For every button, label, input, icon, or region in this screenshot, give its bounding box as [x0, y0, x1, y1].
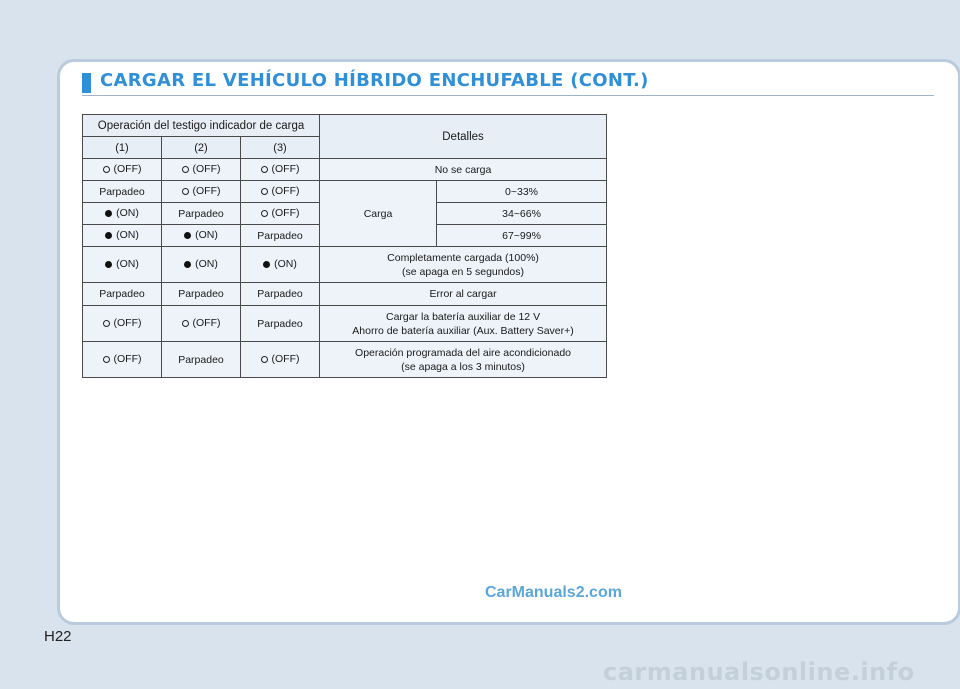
circle-outline-icon — [261, 166, 268, 173]
filled-circle-icon — [105, 261, 112, 268]
circle-outline-icon — [103, 320, 110, 327]
table-row — [83, 181, 607, 203]
table-row — [83, 283, 607, 306]
cell-indicator-2: (OFF) — [162, 159, 241, 181]
table-row — [83, 159, 607, 181]
cell-indicator-3: Parpadeo — [241, 306, 320, 342]
cell-indicator-1: (OFF) — [83, 159, 162, 181]
cell-indicator-3: (ON) — [241, 247, 320, 283]
cell-indicator-1: (OFF) — [83, 342, 162, 378]
table-row — [83, 247, 607, 283]
cell-charge-level: 67~99% — [437, 225, 607, 247]
circle-outline-icon — [261, 188, 268, 195]
cell-indicator-3: (OFF) — [241, 203, 320, 225]
cell-indicator-3: (OFF) — [241, 181, 320, 203]
table-row — [83, 342, 607, 378]
cell-indicator-2: (ON) — [162, 247, 241, 283]
cell-indicator-1: (OFF) — [83, 306, 162, 342]
heading-divider — [82, 95, 934, 96]
cell-indicator-3: (OFF) — [241, 342, 320, 378]
cell-indicator-2: (OFF) — [162, 306, 241, 342]
watermark-link[interactable]: CarManuals2.com — [485, 584, 622, 601]
footer-site-watermark: carmanualsonline.info — [603, 658, 915, 686]
filled-circle-icon — [105, 210, 112, 217]
cell-detail: Operación programada del aire acondicionado (se apaga a los 3 minutos) — [320, 342, 607, 378]
header-indicator-operation: Operación del testigo indicador de carga — [83, 115, 320, 137]
circle-outline-icon — [182, 188, 189, 195]
header-details: Detalles — [320, 115, 607, 159]
cell-indicator-3: Parpadeo — [241, 283, 320, 306]
circle-outline-icon — [103, 356, 110, 363]
circle-outline-icon — [103, 166, 110, 173]
cell-indicator-3: (OFF) — [241, 159, 320, 181]
filled-circle-icon — [105, 232, 112, 239]
cell-indicator-1: Parpadeo — [83, 181, 162, 203]
header-col-1: (1) — [83, 137, 162, 159]
cell-detail-charging: Carga — [320, 181, 437, 247]
cell-indicator-1: (ON) — [83, 225, 162, 247]
cell-detail: Error al cargar — [320, 283, 607, 306]
cell-indicator-2: Parpadeo — [162, 203, 241, 225]
filled-circle-icon — [263, 261, 270, 268]
section-heading: CARGAR EL VEHÍCULO HÍBRIDO ENCHUFABLE (CONT.) — [100, 70, 649, 91]
cell-detail: Completamente cargada (100%) (se apaga en 5 segundos) — [320, 247, 607, 283]
cell-detail: No se carga — [320, 159, 607, 181]
charging-indicator-table — [82, 114, 607, 378]
cell-indicator-1: Parpadeo — [83, 283, 162, 306]
header-col-3: (3) — [241, 137, 320, 159]
filled-circle-icon — [184, 232, 191, 239]
cell-indicator-2: Parpadeo — [162, 283, 241, 306]
cell-charge-level: 0~33% — [437, 181, 607, 203]
circle-outline-icon — [182, 320, 189, 327]
cell-indicator-3: Parpadeo — [241, 225, 320, 247]
cell-indicator-2: (OFF) — [162, 181, 241, 203]
cell-indicator-2: (ON) — [162, 225, 241, 247]
filled-circle-icon — [184, 261, 191, 268]
table-row — [83, 306, 607, 342]
header-col-2: (2) — [162, 137, 241, 159]
cell-detail: Cargar la batería auxiliar de 12 V Ahorro de batería auxiliar (Aux. Battery Saver+) — [320, 306, 607, 342]
cell-indicator-2: Parpadeo — [162, 342, 241, 378]
circle-outline-icon — [261, 210, 268, 217]
circle-outline-icon — [261, 356, 268, 363]
cell-indicator-1: (ON) — [83, 247, 162, 283]
heading-accent-bar — [82, 73, 91, 93]
cell-charge-level: 34~66% — [437, 203, 607, 225]
circle-outline-icon — [182, 166, 189, 173]
cell-indicator-1: (ON) — [83, 203, 162, 225]
page-number: H22 — [44, 628, 72, 645]
